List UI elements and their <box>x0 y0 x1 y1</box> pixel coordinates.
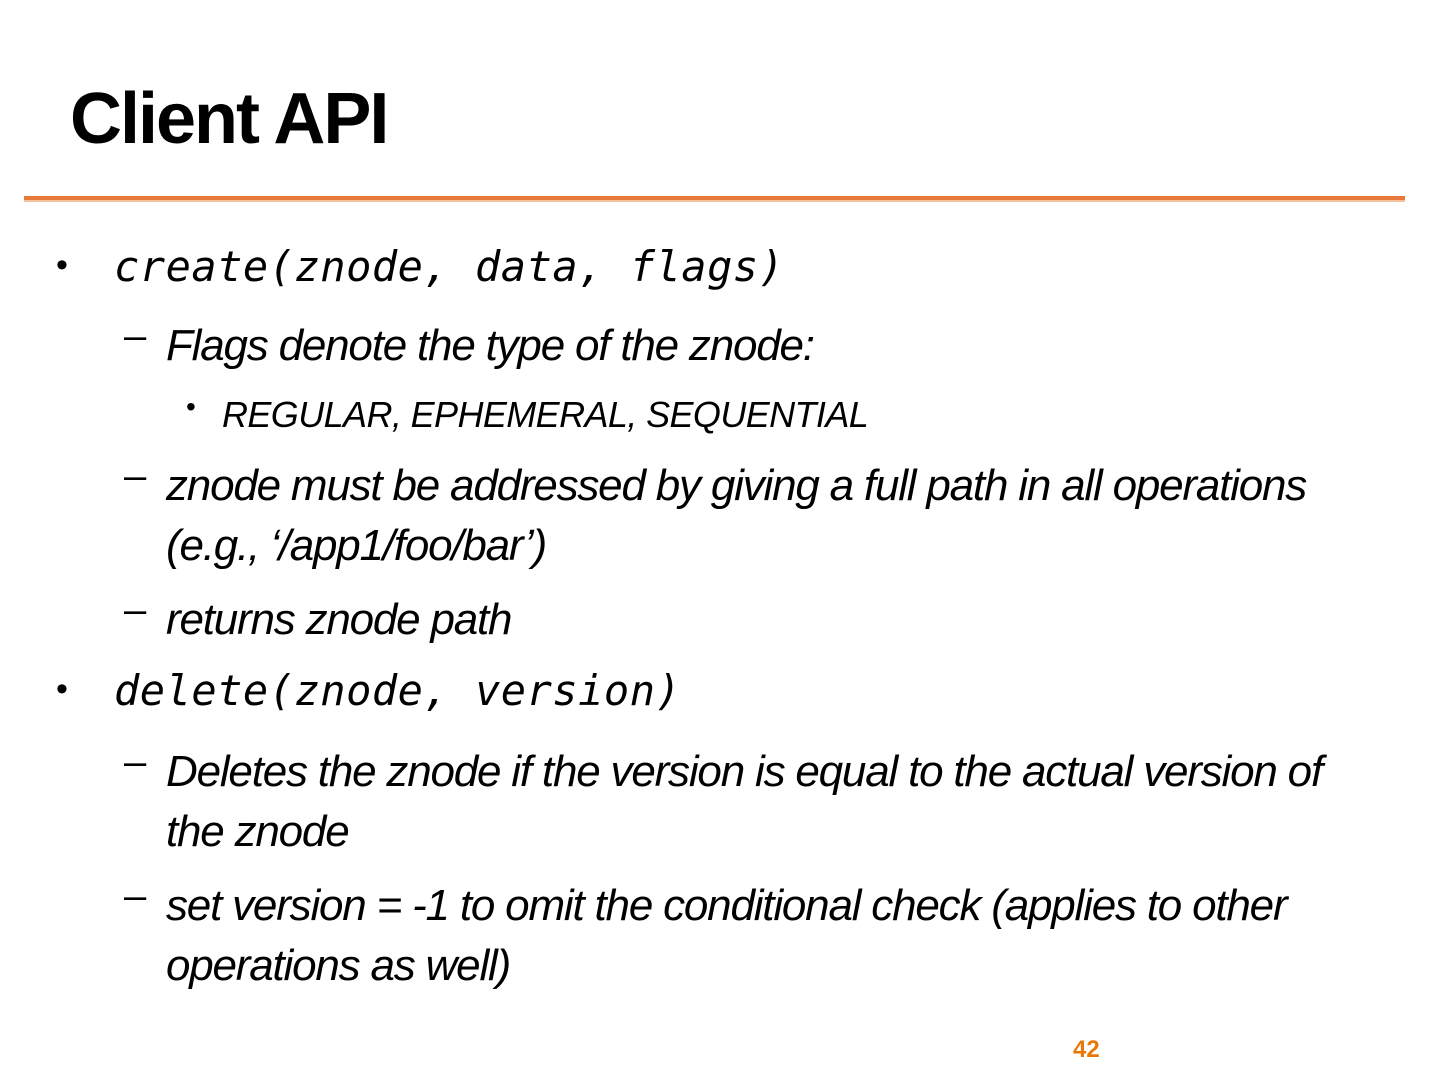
dash-glyph: – <box>124 588 147 632</box>
delete-condition-text: Deletes the znode if the version is equal to the actual version of the znode <box>166 747 1322 856</box>
create-flags-types-text: REGULAR, EPHEMERAL, SEQUENTIAL <box>222 394 869 435</box>
delete-version-item <box>124 876 1384 996</box>
bullet-glyph: • <box>186 391 196 422</box>
create-path-item <box>124 456 1384 576</box>
page-number: 42 <box>1073 1036 1100 1063</box>
create-flags-types-item <box>186 393 1286 437</box>
bullet-glyph: • <box>56 246 68 284</box>
dash-glyph: – <box>124 874 147 918</box>
create-returns-item <box>124 590 1384 650</box>
slide-title: Client API <box>70 79 388 159</box>
create-returns-text: returns znode path <box>166 595 512 644</box>
create-flags-item <box>124 316 1384 376</box>
bullet-glyph: • <box>56 670 68 708</box>
create-signature: create(znode, data, flags) <box>114 242 785 291</box>
dash-glyph: – <box>124 314 147 358</box>
delete-signature: delete(znode, version) <box>114 666 682 715</box>
create-flags-text: Flags denote the type of the znode: <box>166 321 814 370</box>
delete-condition-item <box>124 742 1384 862</box>
dash-glyph: – <box>124 454 147 498</box>
dash-glyph: – <box>124 740 147 784</box>
delete-version-text: set version = -1 to omit the conditional check (applies to other operations as well) <box>166 881 1287 990</box>
title-divider <box>24 196 1405 200</box>
create-path-text: znode must be addressed by giving a full path in all operations (e.g., ‘/app1/foo/bar’) <box>166 461 1307 570</box>
